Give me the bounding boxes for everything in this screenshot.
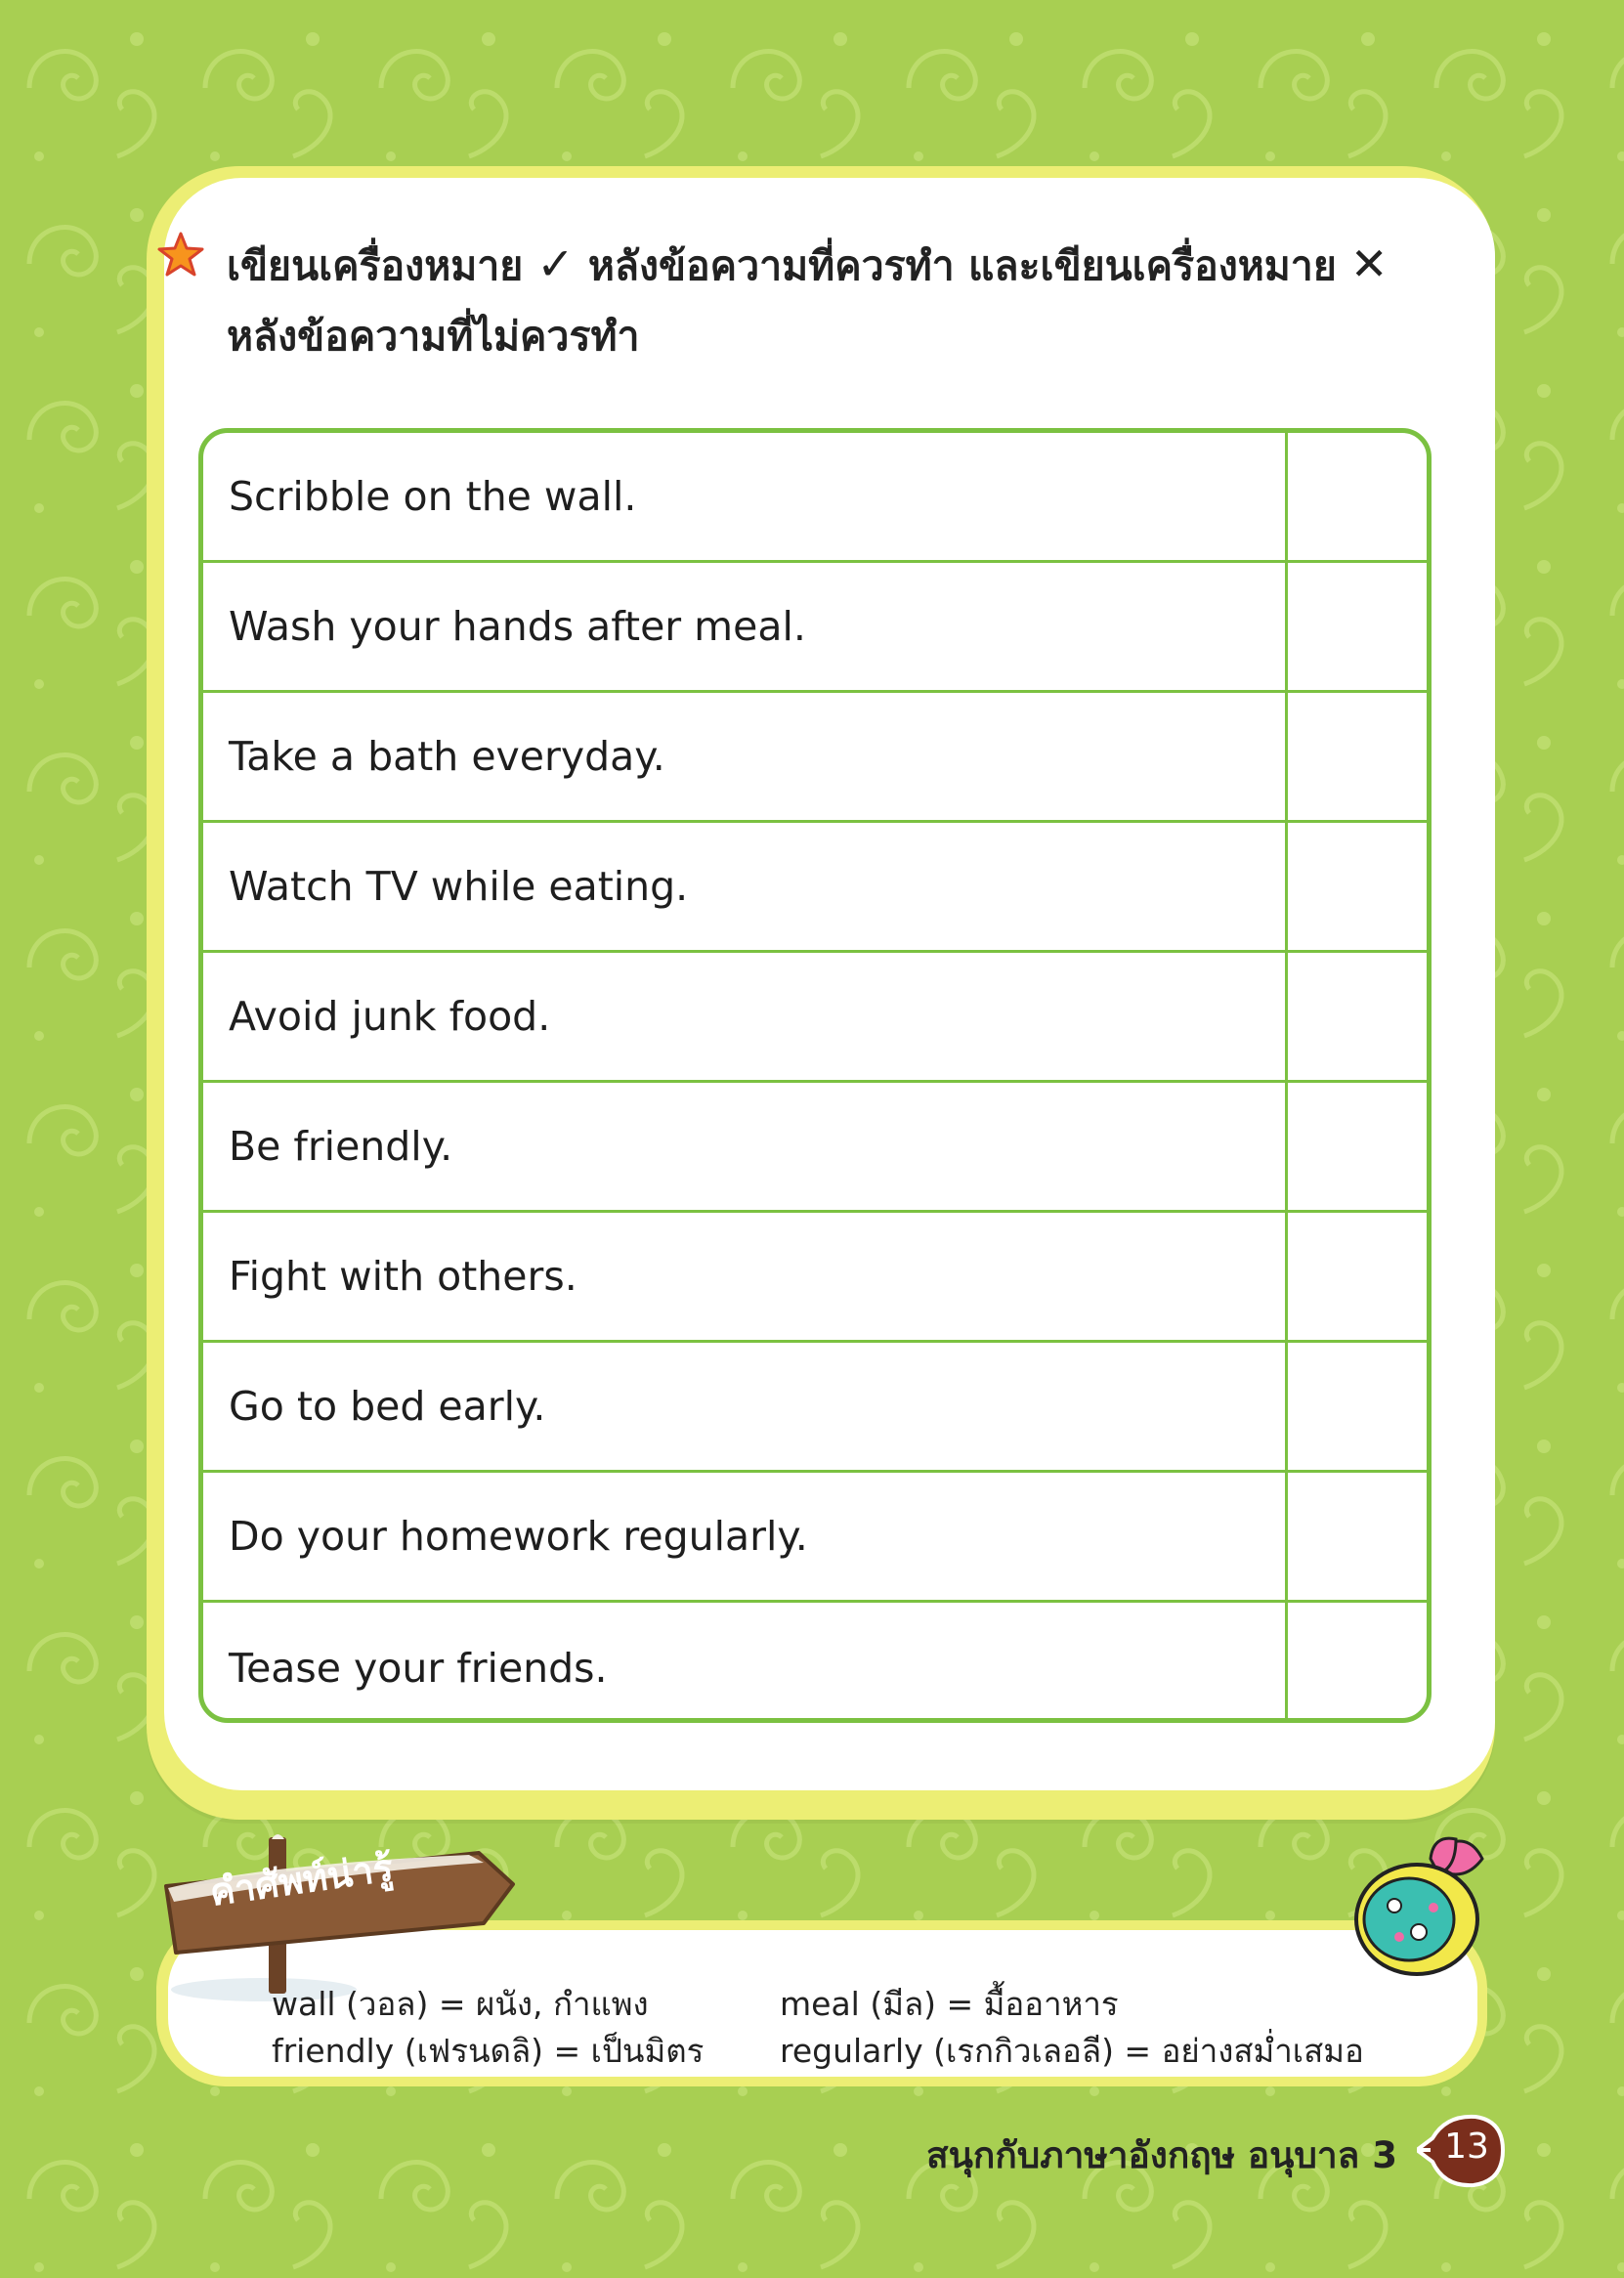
instruction-line-2: หลังข้อความที่ไม่ควรทำ (227, 313, 640, 360)
star-icon (156, 231, 205, 279)
answer-box[interactable] (1288, 693, 1427, 820)
table-row (203, 1083, 1427, 1213)
table-row (203, 693, 1427, 823)
vocab-item: friendly (เฟรนดลิ) = เป็นมิตร (272, 2032, 705, 2070)
ladybug-icon (1341, 1829, 1497, 1986)
row-statement: Fight with others. (203, 1213, 1288, 1340)
table-row (203, 563, 1427, 693)
table-row (203, 1343, 1427, 1473)
table-row (203, 1473, 1427, 1603)
row-statement: Wash your hands after meal. (203, 563, 1288, 690)
answer-box[interactable] (1288, 823, 1427, 950)
check-mark-icon: ✓ (536, 237, 575, 290)
answer-box[interactable] (1288, 433, 1427, 560)
row-statement: Be friendly. (203, 1083, 1288, 1210)
answer-box[interactable] (1288, 1343, 1427, 1470)
page-number: 13 (1444, 2127, 1489, 2167)
checklist-table (198, 428, 1432, 1723)
table-row (203, 433, 1427, 563)
answer-box[interactable] (1288, 1213, 1427, 1340)
instruction-line-1 (227, 235, 1401, 298)
answer-box[interactable] (1288, 1603, 1427, 1723)
row-statement: Avoid junk food. (203, 953, 1288, 1080)
vocab-item: meal (มีล) = มื้ออาหาร (780, 1985, 1119, 2023)
table-row (203, 1603, 1427, 1723)
vocab-item: wall (วอล) = ผนัง, กำแพง (272, 1985, 649, 2023)
row-statement: Tease your friends. (203, 1603, 1288, 1723)
table-row (203, 1213, 1427, 1343)
answer-box[interactable] (1288, 1083, 1427, 1210)
vocab-heading: คำศัพท์น่ารู้ (207, 1845, 396, 1914)
row-statement: Take a bath everyday. (203, 693, 1288, 820)
instruction-text-1: เขียนเครื่องหมาย (227, 242, 524, 289)
table-row (203, 823, 1427, 953)
row-statement: Go to bed early. (203, 1343, 1288, 1470)
table-row (203, 953, 1427, 1083)
cross-mark-icon: ✕ (1349, 237, 1389, 290)
book-title: สนุกกับภาษาอังกฤษ อนุบาล 3 (926, 2134, 1397, 2176)
row-statement: Do your homework regularly. (203, 1473, 1288, 1600)
row-statement: Watch TV while eating. (203, 823, 1288, 950)
answer-box[interactable] (1288, 1473, 1427, 1600)
answer-box[interactable] (1288, 953, 1427, 1080)
answer-box[interactable] (1288, 563, 1427, 690)
row-statement: Scribble on the wall. (203, 433, 1288, 560)
instruction-text-2: หลังข้อความที่ควรทำ และเขียนเครื่องหมาย (587, 242, 1337, 289)
vocab-item: regularly (เรกกิวเลอลี) = อย่างสม่ำเสมอ (780, 2032, 1364, 2070)
